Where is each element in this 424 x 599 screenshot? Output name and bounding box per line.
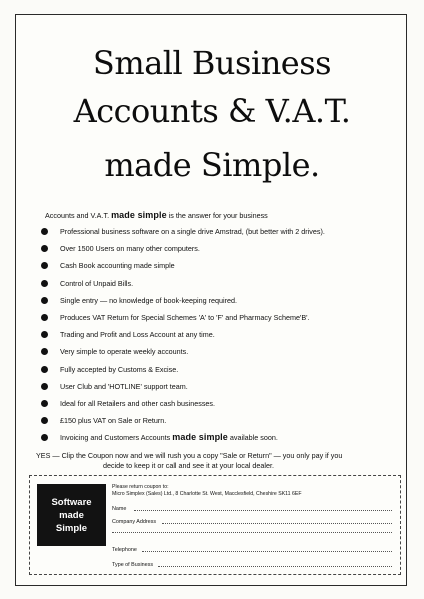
type-of-business-field[interactable] [112, 562, 392, 568]
list-item [38, 381, 388, 398]
list-item [38, 398, 388, 415]
logo-line-2: made [59, 509, 84, 521]
list-item [38, 432, 388, 449]
coupon-return-info [112, 484, 302, 498]
list-item [38, 312, 388, 329]
bullet-icon [41, 366, 48, 373]
bullet-icon [41, 348, 48, 355]
intro-emphasis: made simple [111, 210, 167, 220]
intro-text: Accounts and V.A.T. [45, 211, 110, 220]
intro-sentence [45, 210, 385, 220]
bullet-icon [41, 297, 48, 304]
list-item [38, 329, 388, 346]
bullet-icon [41, 262, 48, 269]
field-line[interactable] [112, 532, 392, 533]
feature-text: Produces VAT Return for Special Schemes 'A' to 'F' and Pharmacy Scheme'B'. [60, 312, 310, 322]
company-address-field[interactable] [112, 519, 392, 525]
feature-list [38, 226, 388, 449]
bullet-icon [41, 228, 48, 235]
logo-line-3: Simple [55, 522, 88, 534]
list-item [38, 226, 388, 243]
field-line[interactable] [142, 551, 392, 552]
return-label: Please return coupon to: [112, 484, 169, 490]
name-field[interactable] [112, 506, 392, 512]
bullet-icon [41, 331, 48, 338]
field-label: Company Address [112, 519, 157, 525]
bullet-icon [41, 417, 48, 424]
feature-text: Ideal for all Retailers and other cash businesses. [60, 398, 216, 408]
list-item [38, 295, 388, 312]
headline-line-1: Small Business [92, 44, 332, 82]
feature-text: Professional business software on a single drive Amstrad, (but better with 2 drives). [60, 227, 325, 236]
list-item [38, 346, 388, 363]
feature-text: Single entry — no knowledge of book-keeping required. [60, 295, 238, 305]
software-made-simple-logo [37, 484, 106, 546]
headline-line-2: Accounts & V.A.T. [73, 92, 351, 130]
list-item [38, 415, 388, 432]
feature-text: Invoicing and Customers Accounts [60, 433, 171, 443]
field-line[interactable] [162, 523, 392, 524]
field-label: Telephone [112, 547, 137, 553]
order-coupon[interactable] [29, 475, 401, 575]
list-item [38, 243, 388, 260]
bullet-icon [41, 280, 48, 287]
list-item [38, 364, 388, 381]
logo-line-1: Software [51, 496, 92, 508]
feature-text: Over 1500 Users on many other computers. [60, 244, 200, 254]
list-item [38, 278, 388, 295]
intro-text-end: is the answer for your business [168, 211, 268, 220]
feature-text: Fully accepted by Customs & Excise. [60, 364, 179, 374]
feature-text: Control of Unpaid Bills. [60, 278, 134, 288]
field-line[interactable] [134, 510, 392, 511]
bullet-icon [41, 383, 48, 390]
headline-line-3: made Simple. [104, 146, 320, 184]
offer-line-2: decide to keep it or call and see it at your local dealer. [103, 461, 275, 470]
bullet-icon [41, 245, 48, 252]
feature-text: £150 plus VAT on Sale or Return. [60, 416, 167, 426]
field-label: Name [112, 506, 127, 512]
field-label: Type of Business [112, 562, 154, 568]
feature-text-end: available soon. [229, 433, 278, 443]
feature-text: Cash Book accounting made simple [60, 261, 175, 271]
list-item [38, 260, 388, 277]
feature-text: User Club and 'HOTLINE' support team. [60, 381, 188, 391]
bullet-icon [41, 400, 48, 407]
telephone-field[interactable] [112, 547, 392, 553]
feature-emphasis: made simple [172, 432, 228, 443]
offer-line-1: YES — Clip the Coupon now and we will rush you a copy "Sale or Return" — you only pay if you [36, 451, 343, 460]
feature-text: Trading and Profit and Loss Account at any time. [60, 330, 215, 340]
feature-text: Very simple to operate weekly accounts. [60, 347, 189, 357]
bullet-icon [41, 434, 48, 441]
return-address: Micro Simplex (Sales) Ltd., 8 Charlotte St. West, Macclesfield, Cheshire SK11 6EF [112, 491, 302, 497]
offer-text [36, 451, 408, 471]
field-line[interactable] [158, 566, 392, 567]
bullet-icon [41, 314, 48, 321]
